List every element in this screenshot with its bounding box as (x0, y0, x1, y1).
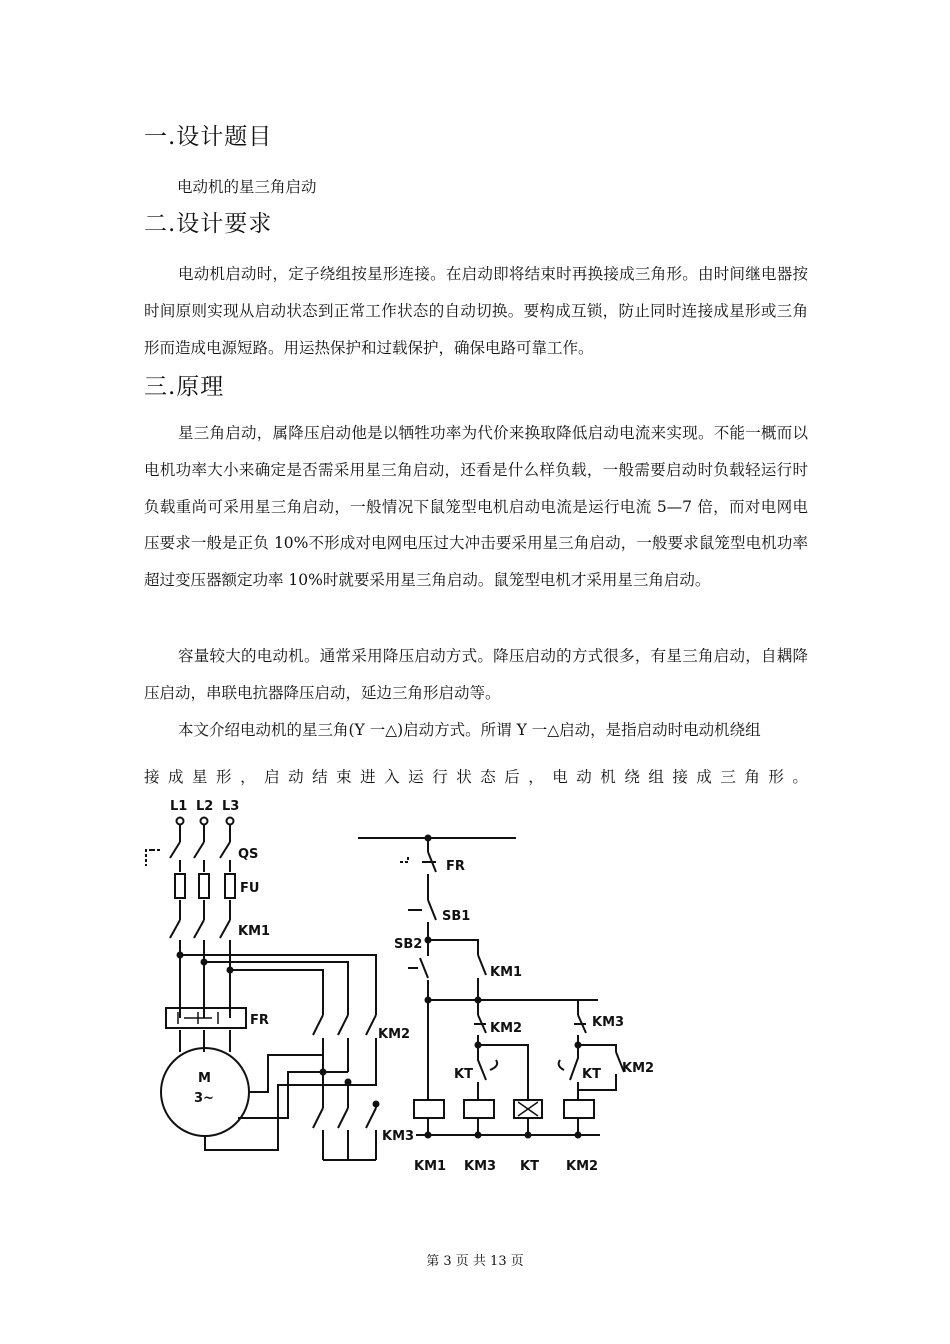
coil-km2 (564, 1100, 594, 1118)
spread-char: 成 (168, 768, 184, 786)
km1-main-contacts (170, 920, 230, 938)
fr-nc-contact (422, 852, 436, 872)
qs-out (180, 860, 230, 872)
section-3-paragraph-3-continued (144, 765, 808, 787)
terminal-l3 (227, 818, 234, 825)
km3-nc-contact (574, 1000, 586, 1033)
fuse-2 (199, 874, 209, 898)
label-l2: L2 (196, 799, 214, 814)
spread-char: 形 (768, 768, 784, 786)
terminal-l2 (201, 818, 208, 825)
label-km1-main: KM1 (238, 924, 271, 939)
label-motor-m: M (198, 1071, 211, 1086)
spread-char: 入 (384, 768, 400, 786)
km3-main-contacts (313, 1108, 376, 1128)
star-point (323, 1130, 376, 1160)
spread-char: 机 (600, 768, 616, 786)
terminal-l1 (177, 818, 184, 825)
label-fr-ctrl: FR (446, 859, 465, 874)
label-l3: L3 (222, 799, 240, 814)
qs-operator (146, 850, 162, 866)
spread-char: 束 (336, 768, 352, 786)
sb1-stop-button (408, 900, 436, 920)
label-fr-main: FR (250, 1013, 269, 1028)
spread-char: 动 (288, 768, 304, 786)
coil-km3 (464, 1100, 494, 1118)
coil-km1 (414, 1100, 444, 1118)
motor-link-1 (248, 1055, 323, 1092)
km2-nc-contact (474, 1000, 486, 1033)
section-3-paragraph-1: 星三角启动，属降压启动他是以牺牲功率为代价来换取降低启动电流来实现。不能一概而以电机功率大小来确定是否需采用星三角启动，还看是什么样负载，一般需要启动时负载轻运行时负载重尚可采用星三角启动，一般情况下鼠笼型电机启动电流是运行电流 5—7 倍，而对电网电压要求一般是正负 10%不形成对电网电压过大冲击要采用星三角启动，一般要求鼠笼型电机功率超过变压器额定功率 10%时就要采用星三角启动。鼠笼型电机才采用星三角启动。 (144, 424, 808, 590)
spread-char: 运 (408, 768, 424, 786)
section-3-paragraph-2: 容量较大的电动机。通常采用降压启动方式。降压启动的方式很多，有星三角启动，自耦降压启动，串联电抗器降压启动，延边三角形启动等。 (144, 647, 808, 702)
spread-char: 角 (744, 768, 760, 786)
section-2-paragraph: 电动机启动时，定子绕组按星形连接。在启动即将结束时再换接成三角形。由时间继电器按时间原则实现从启动状态到正常工作状态的自动切换。要构成互锁，防止同时连接成星形或三角形而造成电源短路。用运热保护和过载保护，确保电路可靠工作。 (144, 265, 808, 357)
label-l1: L1 (170, 799, 188, 814)
fuse-3 (225, 874, 235, 898)
motor-link-2 (238, 1072, 348, 1118)
spread-char: 接 (672, 768, 688, 786)
star-delta-circuit-diagram (138, 790, 658, 1190)
spread-char: 进 (360, 768, 376, 786)
label-km1-hold: KM1 (490, 965, 523, 980)
spread-char: 启 (264, 768, 280, 786)
label-km2-main: KM2 (378, 1027, 411, 1042)
spread-char: ， (240, 768, 256, 786)
label-sb2: SB2 (394, 937, 423, 952)
fuse-out (180, 900, 230, 920)
label-km3-main: KM3 (382, 1129, 415, 1144)
label-km2-hold: KM2 (622, 1061, 655, 1076)
label-km2-nc: KM2 (490, 1021, 523, 1036)
km1-out (180, 940, 230, 1018)
label-kt-right: KT (582, 1067, 601, 1082)
spread-char: 成 (696, 768, 712, 786)
section-3-paragraph-3: 本文介绍电动机的星三角(Y 一△)启动方式。所谓 Y 一△启动，是指启动时电动机绕组 (178, 721, 761, 739)
spread-char: 。 (792, 768, 808, 786)
spread-char: 形 (216, 768, 232, 786)
label-coil-kt: KT (520, 1159, 539, 1174)
label-fu: FU (240, 881, 260, 896)
spread-char: 态 (480, 768, 496, 786)
spread-char: 绕 (624, 768, 640, 786)
label-kt-left: KT (454, 1067, 473, 1082)
section-heading-1: 一.设计题目 (144, 124, 273, 150)
spread-char: 状 (456, 768, 472, 786)
supply-leads (180, 825, 230, 842)
spread-char: 结 (312, 768, 328, 786)
km1-hold-contact (478, 955, 486, 975)
label-qs: QS (238, 847, 259, 862)
fuse-1 (175, 874, 185, 898)
km2-main-contacts (313, 1015, 376, 1035)
label-coil-km2: KM2 (566, 1159, 599, 1174)
delta-feed (180, 955, 376, 1015)
spread-char: 动 (576, 768, 592, 786)
spread-char: 接 (144, 768, 160, 786)
section-1-subtitle: 电动机的星三角启动 (177, 178, 317, 196)
page-footer: 第 3 页 共 13 页 (426, 1254, 524, 1269)
spread-char: 星 (192, 768, 208, 786)
qs-switch-blades (170, 842, 230, 858)
spread-char: 三 (720, 768, 736, 786)
spread-char: 电 (552, 768, 568, 786)
kt-time-contact-left (478, 1045, 497, 1080)
section-heading-3: 三.原理 (144, 374, 225, 400)
spread-char: 后 (504, 768, 520, 786)
label-coil-km3: KM3 (464, 1159, 497, 1174)
control-node-rail (428, 978, 598, 1000)
spread-char: 行 (432, 768, 448, 786)
label-motor-phase: 3~ (194, 1091, 214, 1106)
label-sb1: SB1 (442, 909, 471, 924)
spread-char: 组 (648, 768, 664, 786)
kt-time-contact-right (559, 1045, 578, 1080)
label-km3-nc: KM3 (592, 1015, 625, 1030)
spread-char: ， (528, 768, 544, 786)
control-bottom-rail (416, 1118, 600, 1135)
section-heading-2: 二.设计要求 (144, 211, 273, 237)
label-coil-km1: KM1 (414, 1159, 447, 1174)
